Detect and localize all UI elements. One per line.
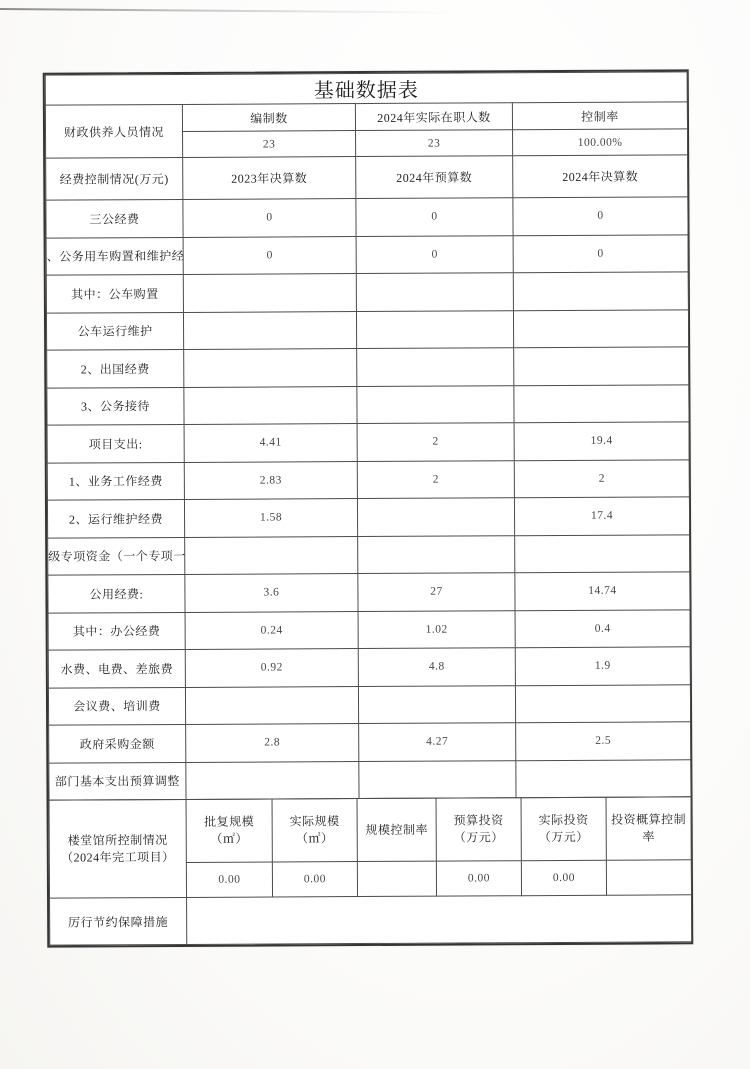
column-header: 实际规模 （㎡） <box>272 799 357 862</box>
scan-artifact-line <box>0 8 530 14</box>
column-header: 投资概算控制率 <box>606 797 691 860</box>
row-label: 部门基本支出预算调整 <box>49 762 186 800</box>
cell-value <box>358 535 515 573</box>
column-header: 2023年决算数 <box>183 157 356 200</box>
row-label: 项目支出: <box>47 424 184 462</box>
cell-value: 4.8 <box>358 648 515 686</box>
cell-value: 0 <box>513 197 688 235</box>
row-label: 公车运行维护 <box>46 312 183 350</box>
cell-value: 4.27 <box>359 723 516 761</box>
table-title: 基础数据表 <box>45 72 687 105</box>
cell-value <box>513 309 688 347</box>
cell-value: 19.4 <box>514 422 689 460</box>
cell-value: 2.83 <box>184 461 357 499</box>
cell-value: 4.41 <box>184 424 357 462</box>
row-label: 政府采购金额 <box>49 724 186 762</box>
cell-value <box>357 498 514 536</box>
cell-value: 0.24 <box>185 611 358 649</box>
main-table <box>45 71 692 800</box>
cell-value <box>515 684 690 722</box>
cell-value <box>184 386 357 424</box>
cell-value <box>516 759 691 797</box>
cell-value: 0.00 <box>272 862 357 897</box>
row-label: 2、出国经费 <box>47 349 184 387</box>
cell-value: 2 <box>357 423 514 461</box>
cell-value: 0.00 <box>436 861 521 896</box>
cell-value <box>606 860 691 895</box>
cell-value: 0.00 <box>186 862 272 897</box>
cell-value: 2 <box>514 459 689 497</box>
row-label: 公用经费: <box>48 574 185 612</box>
column-header: 批复规模 （㎡） <box>186 799 272 862</box>
cell-value: 17.4 <box>514 497 689 535</box>
cell-value <box>183 311 356 349</box>
column-header: 2024年实际在职人数 <box>355 103 512 131</box>
building-label-line2: （2024年完工项目） <box>61 849 175 865</box>
cell-value: 2.8 <box>186 724 359 762</box>
column-header: 2024年预算数 <box>356 156 513 199</box>
cell-value: 0.4 <box>515 609 690 647</box>
row-label: 2、运行维护经费 <box>47 499 184 537</box>
column-header: 2024年决算数 <box>513 155 688 198</box>
cell-value: 0 <box>183 236 356 274</box>
column-header: 规模控制率 <box>357 798 436 861</box>
basic-data-table <box>43 69 694 947</box>
building-label-line1: 楼堂馆所控制情况 <box>67 832 168 848</box>
staffing-section-label: 财政供养人员情况 <box>45 104 182 158</box>
cell-value: 0 <box>183 199 356 237</box>
cell-value: 0.92 <box>185 649 358 687</box>
cell-value <box>357 385 514 423</box>
cell-value <box>185 686 358 724</box>
cell-value: 0 <box>356 198 513 236</box>
row-label: 其中：办公经费 <box>48 612 185 650</box>
cell-value <box>359 760 516 798</box>
expense-section-label: 经费控制情况(万元) <box>46 157 183 200</box>
row-label: 其中：公车购置 <box>46 274 183 312</box>
cell-value: 23 <box>356 130 513 157</box>
column-header: 实际投资 （万元） <box>521 797 606 860</box>
cell-value: 27 <box>358 573 515 611</box>
cell-value <box>186 761 359 799</box>
column-header: 预算投资 （万元） <box>436 798 521 861</box>
cell-value <box>356 310 513 348</box>
row-label: 1、业务工作经费 <box>47 462 184 500</box>
cell-value <box>357 861 436 896</box>
column-header: 控制率 <box>512 102 687 130</box>
cell-value: 1.02 <box>358 610 515 648</box>
cell-value: 2.5 <box>516 722 691 760</box>
measures-row-label: 厉行节约保障措施 <box>50 897 187 945</box>
cell-value <box>514 384 689 422</box>
cell-value: 2 <box>357 460 514 498</box>
cell-value: 1.9 <box>515 647 690 685</box>
cell-value: 0 <box>513 234 688 272</box>
row-label: 会议费、培训费 <box>48 687 185 725</box>
row-label: 水费、电费、差旅费 <box>48 649 185 687</box>
cell-value <box>183 274 356 312</box>
cell-value <box>515 534 690 572</box>
measures-value-cell <box>187 895 692 945</box>
cell-value: 100.00% <box>513 129 688 156</box>
cell-value: 1.58 <box>184 499 357 537</box>
building-control-table <box>49 796 693 945</box>
building-section-label <box>49 799 187 898</box>
cell-value: 0 <box>356 235 513 273</box>
cell-value: 23 <box>183 131 356 158</box>
row-label: 三公经费 <box>46 199 183 237</box>
column-header: 编制数 <box>182 104 355 132</box>
cell-value <box>513 272 688 310</box>
cell-value <box>356 273 513 311</box>
cell-value <box>357 348 514 386</box>
cell-value <box>184 349 357 387</box>
cell-value <box>185 536 358 574</box>
cell-value <box>358 685 515 723</box>
row-label: 、公务用车购置和维护经 <box>46 237 183 275</box>
cell-value: 3.6 <box>185 574 358 612</box>
cell-value: 0.00 <box>521 860 606 895</box>
row-label: 3、公务接待 <box>47 387 184 425</box>
cell-value: 14.74 <box>515 572 690 610</box>
cell-value <box>514 347 689 385</box>
row-label: 级专项资金（一个专项一 <box>48 537 185 575</box>
